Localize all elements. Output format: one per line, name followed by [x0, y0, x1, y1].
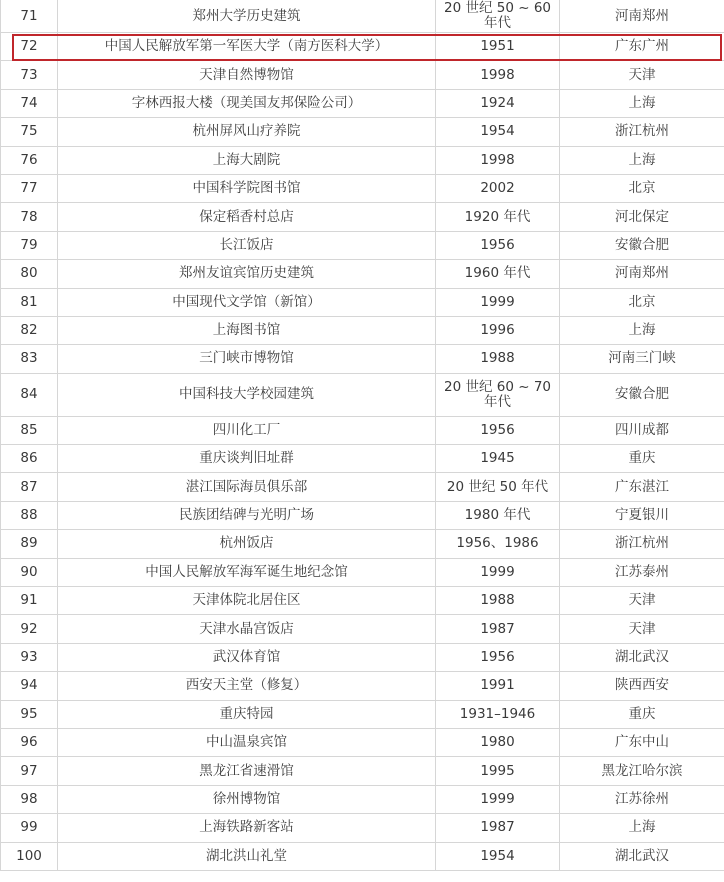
building-name: 黑龙江省速滑馆	[57, 757, 435, 784]
row-number: 81	[0, 289, 57, 316]
build-year: 1999	[435, 786, 559, 813]
table-row	[0, 615, 724, 643]
building-name: 保定稻香村总店	[57, 203, 435, 230]
table-row	[0, 559, 724, 587]
build-year: 1931–1946	[435, 701, 559, 728]
building-name: 中国科学院图书馆	[57, 175, 435, 202]
table-row	[0, 757, 724, 785]
row-number: 86	[0, 445, 57, 472]
row-number: 71	[0, 0, 57, 32]
row-number: 100	[0, 843, 57, 870]
row-number: 72	[0, 33, 57, 60]
row-number: 90	[0, 559, 57, 586]
build-year: 1996	[435, 317, 559, 344]
building-name: 郑州友谊宾馆历史建筑	[57, 260, 435, 287]
location: 上海	[559, 90, 724, 117]
row-number: 73	[0, 61, 57, 88]
building-name: 杭州饭店	[57, 530, 435, 557]
location: 天津	[559, 61, 724, 88]
table-row	[0, 843, 724, 871]
row-number: 97	[0, 757, 57, 784]
row-number: 93	[0, 644, 57, 671]
table-row	[0, 672, 724, 700]
building-name: 上海图书馆	[57, 317, 435, 344]
row-number: 80	[0, 260, 57, 287]
building-name: 重庆谈判旧址群	[57, 445, 435, 472]
location: 江苏徐州	[559, 786, 724, 813]
table-row	[0, 289, 724, 317]
building-name: 中国人民解放军第一军医大学（南方医科大学）	[57, 33, 435, 60]
row-number: 87	[0, 473, 57, 500]
building-name: 上海铁路新客站	[57, 814, 435, 841]
table-row	[0, 417, 724, 445]
build-year: 1988	[435, 587, 559, 614]
row-number: 78	[0, 203, 57, 230]
build-year: 1999	[435, 289, 559, 316]
table-row	[0, 317, 724, 345]
location: 上海	[559, 814, 724, 841]
building-name: 中国科技大学校园建筑	[57, 374, 435, 416]
build-year: 1999	[435, 559, 559, 586]
building-name: 徐州博物馆	[57, 786, 435, 813]
build-year: 2002	[435, 175, 559, 202]
build-year: 1920 年代	[435, 203, 559, 230]
building-name: 湖北洪山礼堂	[57, 843, 435, 870]
building-name: 武汉体育馆	[57, 644, 435, 671]
building-name: 四川化工厂	[57, 417, 435, 444]
build-year: 1951	[435, 33, 559, 60]
location: 浙江杭州	[559, 530, 724, 557]
build-year: 1924	[435, 90, 559, 117]
location: 北京	[559, 289, 724, 316]
row-number: 91	[0, 587, 57, 614]
location: 广东湛江	[559, 473, 724, 500]
location: 河南郑州	[559, 260, 724, 287]
location: 广东广州	[559, 33, 724, 60]
location: 安徽合肥	[559, 374, 724, 416]
table-row	[0, 701, 724, 729]
table-row	[0, 445, 724, 473]
building-name: 天津水晶宫饭店	[57, 615, 435, 642]
location: 四川成都	[559, 417, 724, 444]
build-year: 1998	[435, 61, 559, 88]
row-number: 83	[0, 345, 57, 372]
building-name: 西安天主堂（修复）	[57, 672, 435, 699]
location: 广东中山	[559, 729, 724, 756]
table-row	[0, 814, 724, 842]
table-row	[0, 502, 724, 530]
table-row	[0, 530, 724, 558]
build-year: 1987	[435, 615, 559, 642]
building-name: 郑州大学历史建筑	[57, 0, 435, 32]
location: 陕西西安	[559, 672, 724, 699]
build-year: 20 世纪 50 年代	[435, 473, 559, 500]
table-row	[0, 644, 724, 672]
table-row-highlighted	[0, 33, 724, 61]
table-row	[0, 147, 724, 175]
row-number: 99	[0, 814, 57, 841]
build-year: 1954	[435, 843, 559, 870]
building-name: 湛江国际海员俱乐部	[57, 473, 435, 500]
location: 安徽合肥	[559, 232, 724, 259]
location: 宁夏银川	[559, 502, 724, 529]
building-name: 杭州屏风山疗养院	[57, 118, 435, 145]
location: 重庆	[559, 445, 724, 472]
table-row	[0, 786, 724, 814]
table-row	[0, 90, 724, 118]
build-year: 1956	[435, 417, 559, 444]
row-number: 95	[0, 701, 57, 728]
row-number: 76	[0, 147, 57, 174]
row-number: 82	[0, 317, 57, 344]
build-year: 1991	[435, 672, 559, 699]
build-year: 1998	[435, 147, 559, 174]
build-year: 1956、1986	[435, 530, 559, 557]
location: 湖北武汉	[559, 843, 724, 870]
location: 北京	[559, 175, 724, 202]
building-name: 中国人民解放军海军诞生地纪念馆	[57, 559, 435, 586]
location: 河北保定	[559, 203, 724, 230]
build-year: 1960 年代	[435, 260, 559, 287]
table-row	[0, 729, 724, 757]
row-number: 92	[0, 615, 57, 642]
building-name: 三门峡市博物馆	[57, 345, 435, 372]
building-name: 民族团结碑与光明广场	[57, 502, 435, 529]
building-name: 天津体院北居住区	[57, 587, 435, 614]
row-number: 74	[0, 90, 57, 117]
table-row	[0, 587, 724, 615]
building-name: 重庆特园	[57, 701, 435, 728]
table-row	[0, 374, 724, 417]
table-row	[0, 175, 724, 203]
row-number: 89	[0, 530, 57, 557]
build-year: 1956	[435, 232, 559, 259]
location: 天津	[559, 615, 724, 642]
location: 黑龙江哈尔滨	[559, 757, 724, 784]
build-year: 1945	[435, 445, 559, 472]
build-year: 20 世纪 50 ~ 60 年代	[435, 0, 559, 32]
table-row	[0, 473, 724, 501]
row-number: 85	[0, 417, 57, 444]
build-year: 1980	[435, 729, 559, 756]
building-name: 中国现代文学馆（新馆）	[57, 289, 435, 316]
build-year: 1956	[435, 644, 559, 671]
row-number: 84	[0, 374, 57, 416]
table-row	[0, 232, 724, 260]
location: 河南郑州	[559, 0, 724, 32]
row-number: 75	[0, 118, 57, 145]
location: 河南三门峡	[559, 345, 724, 372]
row-number: 94	[0, 672, 57, 699]
building-name: 长江饭店	[57, 232, 435, 259]
build-year: 1954	[435, 118, 559, 145]
location: 天津	[559, 587, 724, 614]
build-year: 1987	[435, 814, 559, 841]
row-number: 88	[0, 502, 57, 529]
location: 浙江杭州	[559, 118, 724, 145]
row-number: 79	[0, 232, 57, 259]
location: 上海	[559, 317, 724, 344]
table-row	[0, 118, 724, 146]
build-year: 1988	[435, 345, 559, 372]
building-name: 上海大剧院	[57, 147, 435, 174]
row-number: 77	[0, 175, 57, 202]
building-name: 中山温泉宾馆	[57, 729, 435, 756]
build-year: 1980 年代	[435, 502, 559, 529]
row-number: 98	[0, 786, 57, 813]
location: 上海	[559, 147, 724, 174]
building-name: 天津自然博物馆	[57, 61, 435, 88]
table-row	[0, 0, 724, 33]
table-row	[0, 61, 724, 89]
build-year: 20 世纪 60 ~ 70 年代	[435, 374, 559, 416]
build-year: 1995	[435, 757, 559, 784]
table-row	[0, 203, 724, 231]
location: 重庆	[559, 701, 724, 728]
table-row	[0, 345, 724, 373]
location: 湖北武汉	[559, 644, 724, 671]
building-name: 字林西报大楼（现美国友邦保险公司）	[57, 90, 435, 117]
row-number: 96	[0, 729, 57, 756]
table-row	[0, 260, 724, 288]
location: 江苏泰州	[559, 559, 724, 586]
